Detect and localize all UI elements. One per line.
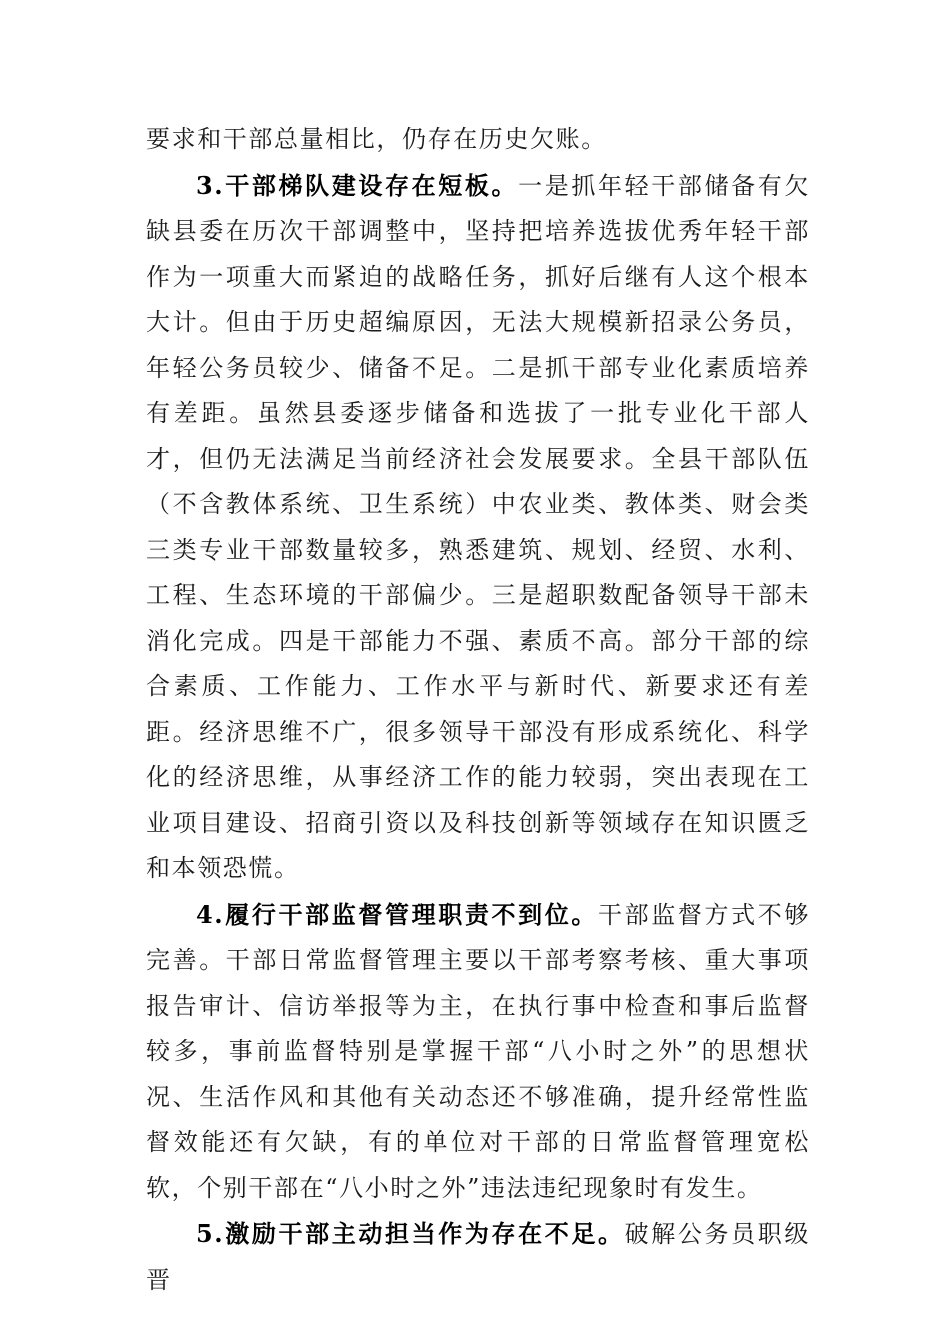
section-heading: 5.激励干部主动担当作为存在不足。 [196,1219,625,1248]
paragraph-section-4 [146,892,810,1212]
document-body [146,117,810,1303]
section-heading: 4.履行干部监督管理职责不到位。 [196,899,599,929]
paragraph-continuation [146,117,810,163]
paragraph-section-3 [146,163,810,892]
paragraph-text: 要求和干部总量相比，仍存在历史欠账。 [146,125,607,153]
paragraph-text: 破解公务员职级晋 [146,1220,810,1294]
paragraph-section-5 [146,1211,810,1303]
paragraph-text: 一是抓年轻干部储备有欠缺县委在历次干部调整中，坚持把培养选拔优秀年轻干部作为一项重大而紧迫的战略任务，抓好后继有人这个根本大计。但由于历史超编原因，无法大规模新招录公务员，年轻公务员较少、储备不足。二是抓干部专业化素质培养有差距。虽然县委逐步储备和选拔了一批专业化干部人才，但仍无法满足当前经济社会发展要求。全县干部队伍（不含教体系统、卫生系统）中农业类、教体类、财会类三类专业干部数量较多，熟悉建筑、规划、经贸、水利、工程、生态环境的干部偏少。三是超职数配备领导干部未消化完成。四是干部能力不强、素质不高。部分干部的综合素质、工作能力、工作水平与新时代、新要求还有差距。经济思维不广，很多领导干部没有形成系统化、科学化的经济思维，从事经济工作的能力较弱，突出表现在工业项目建设、招商引资以及科技创新等领域存在知识匮乏和本领恐慌。 [146,171,810,882]
section-heading: 3.干部梯队建设存在短板。 [196,170,519,200]
paragraph-text: 干部监督方式不够完善。干部日常监督管理主要以干部考察考核、重大事项报告审计、信访举报等为主，在执行事中检查和事后监督较多，事前监督特别是掌握干部“八小时之外”的思想状况、生活作风和其他有关动态还不够准确，提升经常性监督效能还有欠缺，有的单位对干部的日常监督管理宽松软，个别干部在“八小时之外”违法违纪现象时有发生。 [146,900,810,1202]
